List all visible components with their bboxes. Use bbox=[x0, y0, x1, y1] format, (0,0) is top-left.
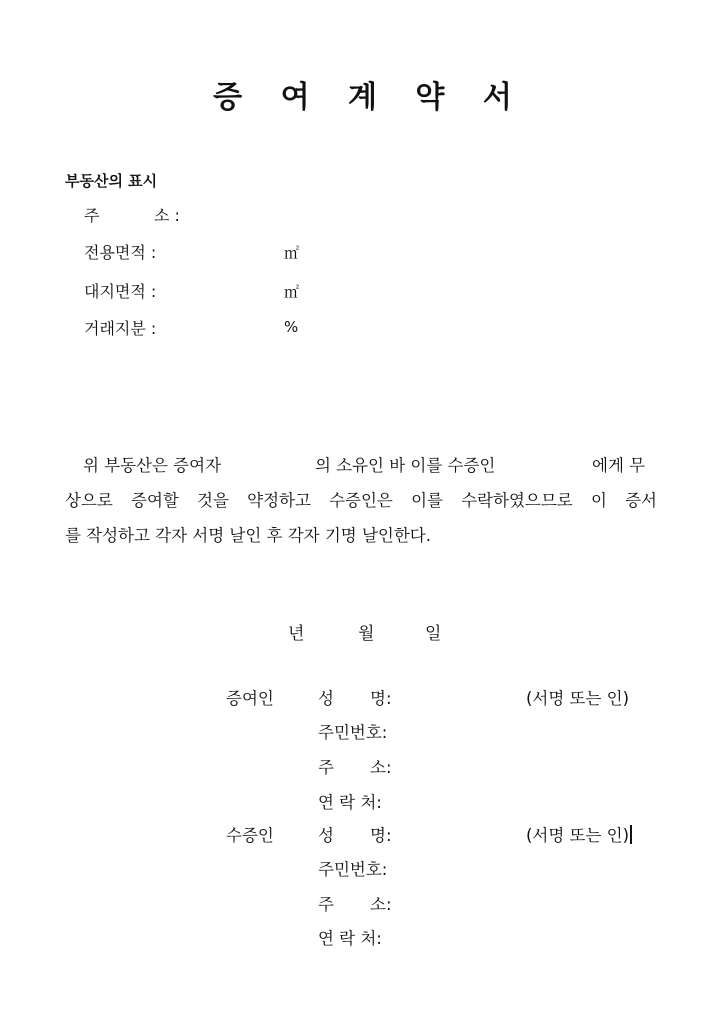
property-land-area-label: 대지면적 : bbox=[84, 282, 157, 301]
property-address-label: 주 소 : bbox=[84, 206, 180, 225]
donor-name-label: 성 명: bbox=[318, 689, 392, 708]
property-share-label: 거래지분 : bbox=[84, 319, 157, 338]
property-exclusive-area-unit: ㎡ bbox=[284, 244, 300, 262]
donee-contact-label: 연 락 처: bbox=[318, 929, 382, 948]
property-exclusive-area-label: 전용면적 : bbox=[84, 243, 157, 262]
donee-signature-text: (서명 또는 인) bbox=[526, 826, 630, 845]
property-share-unit: % bbox=[284, 318, 299, 336]
date-year: 년 bbox=[288, 624, 305, 644]
paragraph-line2: 상으로 증여할 것을 약정하고 수증인은 이를 수락하였으므로 이 증서 bbox=[65, 491, 657, 510]
donee-signature bbox=[526, 822, 632, 846]
contract-paragraph bbox=[65, 452, 657, 552]
date-month: 월 bbox=[358, 624, 375, 644]
donor-address-label: 주 소: bbox=[318, 758, 392, 777]
property-land-area-unit: ㎡ bbox=[284, 283, 300, 301]
paragraph-line1-part1: 위 부동산은 증여자 bbox=[83, 456, 222, 475]
donor-signature: (서명 또는 인) bbox=[526, 689, 630, 708]
property-section-title: 부동산의 표시 bbox=[65, 172, 158, 190]
paragraph-line1-part3: 에게 무 bbox=[592, 456, 646, 475]
donee-label: 수증인 bbox=[226, 826, 274, 845]
paragraph-line3: 를 작성하고 각자 서명 날인 후 각자 기명 날인한다. bbox=[65, 526, 431, 545]
donor-label: 증여인 bbox=[226, 689, 274, 708]
donee-id-label: 주민번호: bbox=[318, 860, 388, 879]
document-title: 증 여 계 약 서 bbox=[213, 80, 526, 115]
donee-name-label: 성 명: bbox=[318, 826, 392, 845]
donor-id-label: 주민번호: bbox=[318, 723, 388, 742]
donee-address-label: 주 소: bbox=[318, 895, 392, 914]
paragraph-line1-part2: 의 소유인 바 이를 수증인 bbox=[315, 456, 496, 475]
donor-contact-label: 연 락 처: bbox=[318, 793, 382, 812]
date-day: 일 bbox=[425, 624, 442, 644]
text-cursor bbox=[630, 825, 632, 844]
